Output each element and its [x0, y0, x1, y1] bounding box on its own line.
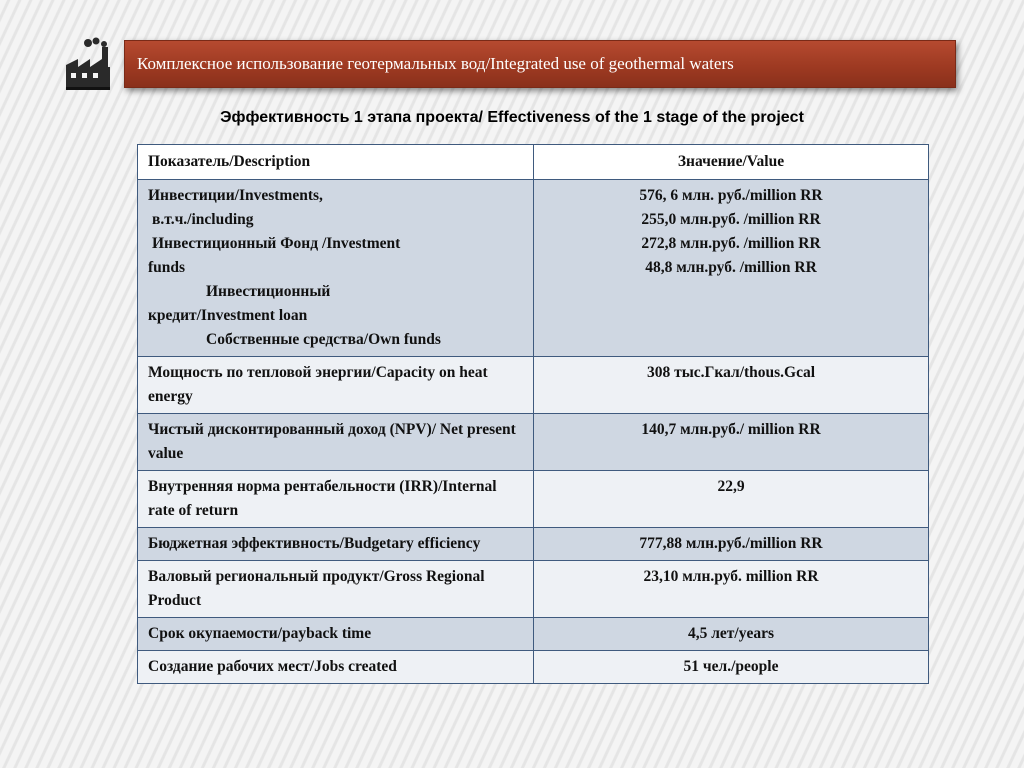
- table-row: [138, 414, 929, 471]
- investments-description: [138, 180, 534, 357]
- investments-line: Инвестиции/Investments,: [148, 187, 323, 204]
- table-subtitle: Эффективность 1 этапа проекта/ Effectiveness of the 1 stage of the project: [220, 109, 804, 126]
- row-description: Бюджетная эффективность/Budgetary efficiency: [138, 528, 534, 561]
- table-header-row: [138, 145, 929, 180]
- row-description: Срок окупаемости/payback time: [138, 618, 534, 651]
- header-description: Показатель/Description: [138, 145, 534, 180]
- row-description: Создание рабочих мест/Jobs created: [138, 651, 534, 684]
- investments-line: кредит/Investment loan: [148, 307, 308, 324]
- row-value: 22,9: [534, 471, 929, 528]
- table-row: [138, 528, 929, 561]
- table-row: [138, 180, 929, 357]
- table-row: [138, 618, 929, 651]
- table-row: [138, 471, 929, 528]
- row-description: Валовый региональный продукт/Gross Regional Product: [138, 561, 534, 618]
- row-description: Мощность по тепловой энергии/Capacity on heat energy: [138, 357, 534, 414]
- row-value: 23,10 млн.руб. million RR: [534, 561, 929, 618]
- row-value: 308 тыс.Гкал/thous.Gcal: [534, 357, 929, 414]
- investments-value-line: 48,8 млн.руб. /million RR: [645, 259, 817, 276]
- investments-line: Собственные средства/Own funds: [206, 331, 441, 348]
- effectiveness-table: [137, 144, 929, 684]
- investments-line: funds: [148, 259, 186, 276]
- investments-line: Инвестиционный: [206, 283, 331, 300]
- row-description: Внутренняя норма рентабельности (IRR)/Internal rate of return: [138, 471, 534, 528]
- investments-value-line: 272,8 млн.руб. /million RR: [641, 235, 821, 252]
- row-value: 4,5 лет/years: [534, 618, 929, 651]
- row-value: 777,88 млн.руб./million RR: [534, 528, 929, 561]
- header-value: Значение/Value: [534, 145, 929, 180]
- slide-title-bar: [124, 40, 956, 88]
- row-value: 51 чел./people: [534, 651, 929, 684]
- table-row: [138, 357, 929, 414]
- table-row: [138, 561, 929, 618]
- row-description: Чистый дисконтированный доход (NPV)/ Net present value: [138, 414, 534, 471]
- row-value: 140,7 млн.руб./ million RR: [534, 414, 929, 471]
- slide-title: Комплексное использование геотермальных вод/Integrated use of geothermal waters: [137, 54, 734, 73]
- investments-line: в.т.ч./including: [152, 211, 254, 228]
- investments-value-line: 576, 6 млн. руб./million RR: [639, 187, 823, 204]
- investments-value-line: 255,0 млн.руб. /million RR: [641, 211, 821, 228]
- table-row: [138, 651, 929, 684]
- investments-value: [534, 180, 929, 357]
- investments-line: Инвестиционный Фонд /Investment: [152, 235, 401, 252]
- factory-icon: [62, 37, 114, 93]
